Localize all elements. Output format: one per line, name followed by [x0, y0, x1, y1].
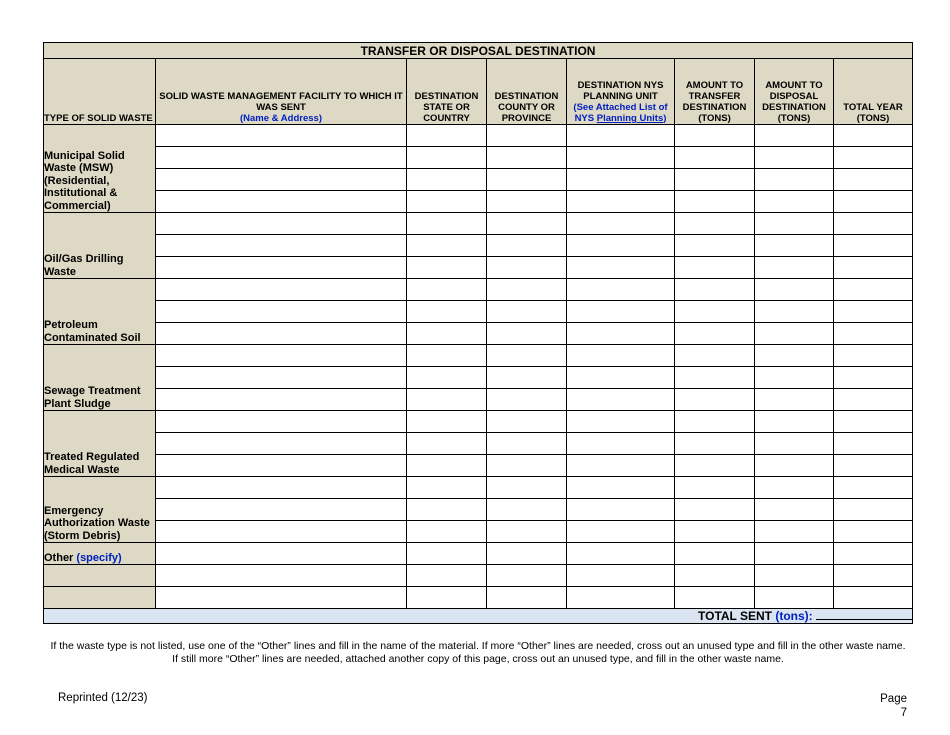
disposal-input-cell[interactable] — [755, 521, 834, 543]
total-input-cell[interactable] — [834, 389, 913, 411]
state-input-cell[interactable] — [407, 301, 487, 323]
county-input-cell[interactable] — [487, 477, 567, 499]
page-label: Page — [880, 693, 907, 705]
total-input-cell[interactable] — [834, 323, 913, 345]
transfer-input-cell[interactable] — [675, 169, 755, 191]
header-state: DESTINATION STATE OR COUNTRY — [407, 59, 487, 125]
total-input-cell[interactable] — [834, 235, 913, 257]
transfer-input-cell[interactable] — [675, 543, 755, 565]
disposal-input-cell[interactable] — [755, 345, 834, 367]
reprint-date: Reprinted (12/23) — [58, 692, 148, 704]
county-input-cell[interactable] — [487, 323, 567, 345]
state-input-cell[interactable] — [407, 169, 487, 191]
transfer-input-cell[interactable] — [675, 565, 755, 587]
county-input-cell[interactable] — [487, 345, 567, 367]
header-facility — [156, 59, 407, 125]
state-input-cell[interactable] — [407, 345, 487, 367]
transfer-input-cell[interactable] — [675, 389, 755, 411]
header-waste-type: TYPE OF SOLID WASTE — [44, 59, 156, 125]
header-total-year: TOTAL YEAR (TONS) — [834, 59, 913, 125]
disposal-input-cell[interactable] — [755, 543, 834, 565]
county-input-cell[interactable] — [487, 389, 567, 411]
state-input-cell[interactable] — [407, 389, 487, 411]
planning-unit-input-cell[interactable] — [567, 433, 675, 455]
table-row — [44, 499, 913, 521]
transfer-input-cell[interactable] — [675, 301, 755, 323]
destination-table — [43, 42, 913, 624]
planning-unit-input-cell[interactable] — [567, 213, 675, 235]
disposal-input-cell[interactable] — [755, 257, 834, 279]
table-row — [44, 367, 913, 389]
disposal-input-cell[interactable] — [755, 565, 834, 587]
state-input-cell[interactable] — [407, 543, 487, 565]
total-input-cell[interactable] — [834, 433, 913, 455]
state-input-cell[interactable] — [407, 213, 487, 235]
state-input-cell[interactable] — [407, 477, 487, 499]
table-row — [44, 235, 913, 257]
planning-unit-input-cell[interactable] — [567, 477, 675, 499]
page-number — [880, 692, 907, 720]
total-input-cell[interactable] — [834, 169, 913, 191]
transfer-input-cell[interactable] — [675, 191, 755, 213]
facility-input-cell[interactable] — [156, 323, 407, 345]
county-input-cell[interactable] — [487, 455, 567, 477]
transfer-input-cell[interactable] — [675, 147, 755, 169]
table-row — [44, 301, 913, 323]
table-row — [44, 257, 913, 279]
waste-type-label: Oil/Gas Drilling Waste — [44, 213, 156, 279]
state-input-cell[interactable] — [407, 191, 487, 213]
header-planning-note: (See Attached List of NYS — [573, 102, 668, 124]
other-type-cell[interactable] — [44, 587, 156, 609]
state-input-cell[interactable] — [407, 411, 487, 433]
total-input-cell[interactable] — [834, 367, 913, 389]
total-input-cell[interactable] — [834, 455, 913, 477]
facility-input-cell[interactable] — [156, 565, 407, 587]
total-input-cell[interactable] — [834, 191, 913, 213]
planning-unit-input-cell[interactable] — [567, 587, 675, 609]
county-input-cell[interactable] — [487, 279, 567, 301]
planning-unit-input-cell[interactable] — [567, 367, 675, 389]
header-county: DESTINATION COUNTY OR PROVINCE — [487, 59, 567, 125]
total-input-cell[interactable] — [834, 345, 913, 367]
table-row — [44, 345, 913, 367]
county-input-cell[interactable] — [487, 147, 567, 169]
facility-input-cell[interactable] — [156, 521, 407, 543]
state-input-cell[interactable] — [407, 323, 487, 345]
facility-input-cell[interactable] — [156, 389, 407, 411]
total-input-cell[interactable] — [834, 477, 913, 499]
transfer-input-cell[interactable] — [675, 279, 755, 301]
facility-input-cell[interactable] — [156, 411, 407, 433]
table-row — [44, 521, 913, 543]
planning-unit-input-cell[interactable] — [567, 147, 675, 169]
total-input-cell[interactable] — [834, 411, 913, 433]
transfer-input-cell[interactable] — [675, 235, 755, 257]
state-input-cell[interactable] — [407, 147, 487, 169]
header-facility-label: SOLID WASTE MANAGEMENT FACILITY TO WHICH IT WAS SENT — [159, 91, 403, 113]
facility-input-cell[interactable] — [156, 543, 407, 565]
planning-unit-input-cell[interactable] — [567, 389, 675, 411]
total-input-cell[interactable] — [834, 147, 913, 169]
county-input-cell[interactable] — [487, 301, 567, 323]
waste-type-label: Emergency Authorization Waste (Storm Debris) — [44, 477, 156, 543]
total-input-cell[interactable] — [834, 301, 913, 323]
facility-input-cell[interactable] — [156, 279, 407, 301]
table-row — [44, 279, 913, 301]
county-input-cell[interactable] — [487, 587, 567, 609]
state-input-cell[interactable] — [407, 367, 487, 389]
disposal-input-cell[interactable] — [755, 213, 834, 235]
transfer-input-cell[interactable] — [675, 499, 755, 521]
total-input-cell[interactable] — [834, 565, 913, 587]
state-input-cell[interactable] — [407, 587, 487, 609]
disposal-input-cell[interactable] — [755, 191, 834, 213]
county-input-cell[interactable] — [487, 191, 567, 213]
facility-input-cell[interactable] — [156, 125, 407, 147]
planning-unit-input-cell[interactable] — [567, 455, 675, 477]
facility-input-cell[interactable] — [156, 455, 407, 477]
disposal-input-cell[interactable] — [755, 323, 834, 345]
table-row-other — [44, 565, 913, 587]
facility-input-cell[interactable] — [156, 235, 407, 257]
facility-input-cell[interactable] — [156, 477, 407, 499]
planning-unit-input-cell[interactable] — [567, 345, 675, 367]
disposal-input-cell[interactable] — [755, 587, 834, 609]
county-input-cell[interactable] — [487, 521, 567, 543]
planning-unit-input-cell[interactable] — [567, 169, 675, 191]
transfer-input-cell[interactable] — [675, 323, 755, 345]
disposal-input-cell[interactable] — [755, 147, 834, 169]
table-row — [44, 411, 913, 433]
facility-input-cell[interactable] — [156, 345, 407, 367]
table-row — [44, 191, 913, 213]
planning-unit-input-cell[interactable] — [567, 323, 675, 345]
transfer-input-cell[interactable] — [675, 433, 755, 455]
waste-type-label: Sewage Treatment Plant Sludge — [44, 345, 156, 411]
total-row — [44, 609, 913, 624]
total-sent-units: (tons): — [775, 609, 813, 623]
table-row — [44, 169, 913, 191]
state-input-cell[interactable] — [407, 455, 487, 477]
county-input-cell[interactable] — [487, 433, 567, 455]
facility-input-cell[interactable] — [156, 433, 407, 455]
disposal-input-cell[interactable] — [755, 367, 834, 389]
footnote: If the waste type is not listed, use one of the “Other” lines and fill in the name of the material. If more “Other” lines are needed, cross out an unused type and fill in the other waste name. If still more “Other” lines are needed, attached another copy of this page, cross out an unused type, and fill in the other waste name. — [50, 640, 906, 665]
planning-unit-input-cell[interactable] — [567, 235, 675, 257]
header-row — [44, 59, 913, 125]
planning-unit-input-cell[interactable] — [567, 543, 675, 565]
county-input-cell[interactable] — [487, 235, 567, 257]
waste-type-label: Petroleum Contaminated Soil — [44, 279, 156, 345]
table-row — [44, 433, 913, 455]
county-input-cell[interactable] — [487, 565, 567, 587]
county-input-cell[interactable] — [487, 499, 567, 521]
transfer-input-cell[interactable] — [675, 477, 755, 499]
total-input-cell[interactable] — [834, 521, 913, 543]
transfer-input-cell[interactable] — [675, 521, 755, 543]
facility-input-cell[interactable] — [156, 499, 407, 521]
state-input-cell[interactable] — [407, 433, 487, 455]
table-row — [44, 213, 913, 235]
header-disposal-amount: AMOUNT TO DISPOSAL DESTINATION (TONS) — [755, 59, 834, 125]
disposal-input-cell[interactable] — [755, 477, 834, 499]
county-input-cell[interactable] — [487, 169, 567, 191]
planning-unit-input-cell[interactable] — [567, 411, 675, 433]
state-input-cell[interactable] — [407, 499, 487, 521]
facility-input-cell[interactable] — [156, 367, 407, 389]
state-input-cell[interactable] — [407, 125, 487, 147]
transfer-input-cell[interactable] — [675, 455, 755, 477]
other-label: Other — [44, 551, 74, 564]
disposal-input-cell[interactable] — [755, 389, 834, 411]
total-input-cell[interactable] — [834, 587, 913, 609]
facility-input-cell[interactable] — [156, 191, 407, 213]
waste-type-label: Treated Regulated Medical Waste — [44, 411, 156, 477]
transfer-input-cell[interactable] — [675, 257, 755, 279]
disposal-input-cell[interactable] — [755, 411, 834, 433]
disposal-input-cell[interactable] — [755, 499, 834, 521]
other-specify-label: (specify) — [76, 551, 122, 564]
total-input-cell[interactable] — [834, 279, 913, 301]
facility-input-cell[interactable] — [156, 257, 407, 279]
facility-input-cell[interactable] — [156, 213, 407, 235]
disposal-input-cell[interactable] — [755, 125, 834, 147]
disposal-input-cell[interactable] — [755, 279, 834, 301]
transfer-input-cell[interactable] — [675, 587, 755, 609]
planning-unit-input-cell[interactable] — [567, 279, 675, 301]
county-input-cell[interactable] — [487, 213, 567, 235]
table-row — [44, 125, 913, 147]
other-type-cell — [44, 543, 156, 565]
state-input-cell[interactable] — [407, 279, 487, 301]
total-input-cell[interactable] — [834, 125, 913, 147]
transfer-input-cell[interactable] — [675, 125, 755, 147]
table-title: TRANSFER OR DISPOSAL DESTINATION — [44, 43, 913, 59]
county-input-cell[interactable] — [487, 257, 567, 279]
facility-input-cell[interactable] — [156, 301, 407, 323]
disposal-input-cell[interactable] — [755, 301, 834, 323]
transfer-input-cell[interactable] — [675, 345, 755, 367]
total-input-cell[interactable] — [834, 213, 913, 235]
planning-unit-input-cell[interactable] — [567, 301, 675, 323]
header-planning-unit: DESTINATION NYS PLANNING UNIT (See Attached List of NYS Planning Units) — [567, 59, 675, 125]
state-input-cell[interactable] — [407, 565, 487, 587]
disposal-input-cell[interactable] — [755, 433, 834, 455]
table-row-other — [44, 543, 913, 565]
county-input-cell[interactable] — [487, 543, 567, 565]
disposal-input-cell[interactable] — [755, 455, 834, 477]
county-input-cell[interactable] — [487, 367, 567, 389]
state-input-cell[interactable] — [407, 235, 487, 257]
total-input-cell[interactable] — [834, 543, 913, 565]
state-input-cell[interactable] — [407, 521, 487, 543]
header-transfer-amount: AMOUNT TO TRANSFER DESTINATION (TONS) — [675, 59, 755, 125]
facility-input-cell[interactable] — [156, 169, 407, 191]
total-input-cell[interactable] — [834, 257, 913, 279]
table-row — [44, 477, 913, 499]
page-number-value: 7 — [900, 707, 907, 719]
total-sent-label: TOTAL SENT — [698, 609, 773, 623]
state-input-cell[interactable] — [407, 257, 487, 279]
table-row — [44, 147, 913, 169]
header-facility-note: (Name & Address) — [239, 113, 322, 124]
planning-units-link[interactable]: Planning Units — [596, 113, 664, 124]
table-row — [44, 323, 913, 345]
facility-input-cell[interactable] — [156, 147, 407, 169]
transfer-input-cell[interactable] — [675, 411, 755, 433]
waste-type-label: Municipal Solid Waste (MSW) (Residential, Institutional & Commercial) — [44, 125, 156, 213]
planning-unit-input-cell[interactable] — [567, 565, 675, 587]
table-row — [44, 389, 913, 411]
header-planning-label: DESTINATION NYS PLANNING UNIT — [577, 80, 664, 102]
planning-unit-input-cell[interactable] — [567, 521, 675, 543]
total-sent-blank[interactable] — [816, 609, 912, 620]
transfer-input-cell[interactable] — [675, 367, 755, 389]
table-row-other — [44, 587, 913, 609]
total-input-cell[interactable] — [834, 499, 913, 521]
table-row — [44, 455, 913, 477]
county-input-cell[interactable] — [487, 411, 567, 433]
planning-unit-input-cell[interactable] — [567, 499, 675, 521]
planning-unit-input-cell[interactable] — [567, 257, 675, 279]
total-sent — [44, 609, 913, 624]
disposal-input-cell[interactable] — [755, 169, 834, 191]
planning-unit-input-cell[interactable] — [567, 191, 675, 213]
planning-unit-input-cell[interactable] — [567, 125, 675, 147]
disposal-input-cell[interactable] — [755, 235, 834, 257]
facility-input-cell[interactable] — [156, 587, 407, 609]
other-type-cell[interactable] — [44, 565, 156, 587]
county-input-cell[interactable] — [487, 125, 567, 147]
transfer-input-cell[interactable] — [675, 213, 755, 235]
